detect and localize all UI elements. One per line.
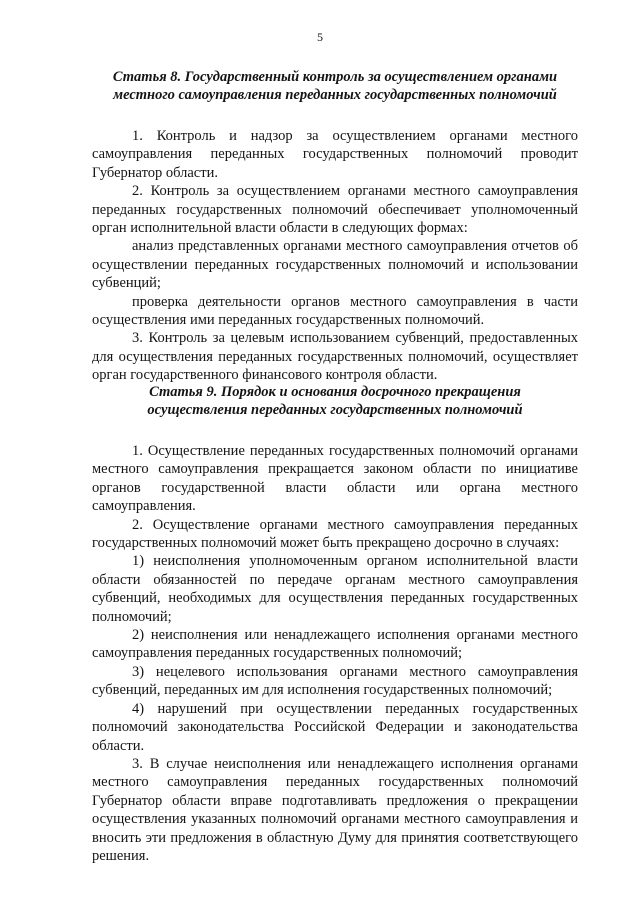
article-8-title-line-2: местного самоуправления переданных государственных полномочий — [113, 87, 557, 103]
article-9-paragraph-7: 3. В случае неисполнения или ненадлежащего исполнения органами местного самоуправления переданных государственных полномочий Губернатор области вправе подготавливать предложения о прекращении осуществления указанных полномочий органами местного самоуправления и вносить эти предложения в областную Думу для принятия соответствующего решения. — [92, 755, 578, 864]
article-8-title — [92, 68, 578, 104]
article-9-paragraph-1: 1. Осуществление переданных государственных полномочий органами местного самоуправления прекращается законом области по инициативе органов государственной власти области или органа местного самоуправления. — [92, 443, 578, 515]
article-9-paragraph-6: 4) нарушений при осуществлении переданных государственных полномочий законодательства Российской Федерации и законодательства области. — [92, 700, 578, 754]
article-9-title-line-2: осуществления переданных государственных полномочий — [147, 402, 523, 418]
article-8-body — [92, 127, 578, 385]
article-9-paragraph-5: 3) нецелевого использования органами местного самоуправления субвенций, переданных им для исполнения государственных полномочий; — [92, 663, 578, 699]
article-9 — [92, 383, 578, 865]
article-8-paragraph-3: анализ представленных органами местного самоуправления отчетов об осуществлении переданных государственных полномочий и использовании субвенций; — [92, 238, 578, 292]
article-9-body — [92, 442, 578, 865]
article-9-title-line-1: Статья 9. Порядок и основания досрочного прекращения — [149, 384, 521, 400]
article-9-paragraph-2: 2. Осуществление органами местного самоуправления переданных государственных полномочий может быть прекращено досрочно в случаях: — [92, 516, 578, 552]
article-9-paragraph-4: 2) неисполнения или ненадлежащего исполнения органами местного самоуправления переданных государственных полномочий; — [92, 627, 578, 662]
article-8 — [92, 68, 578, 385]
article-8-title-line-1: Статья 8. Государственный контроль за осуществлением органами — [112, 69, 558, 85]
article-8-paragraph-2: 2. Контроль за осуществлением органами местного самоуправления переданных государственных полномочий обеспечивает уполномоченный орган исполнительной власти области в следующих формах: — [92, 183, 578, 237]
article-8-paragraph-1: 1. Контроль и надзор за осуществлением органами местного самоуправления переданных государственных полномочий проводит Губернатор области. — [92, 128, 578, 181]
article-9-title — [92, 383, 578, 419]
page-number: 5 — [317, 30, 323, 44]
article-8-paragraph-4: проверка деятельности органов местного самоуправления в части осуществления ими переданных государственных полномочий. — [92, 293, 578, 329]
article-8-paragraph-5: 3. Контроль за целевым использованием субвенций, предоставленных для осуществления переданных государственных полномочий, осуществляет орган государственного финансового контроля области. — [92, 330, 578, 384]
article-9-paragraph-3: 1) неисполнения уполномоченным органом исполнительной власти области обязанностей по передаче органам местного самоуправления субвенций, необходимых для осуществления переданных государственных полномочий; — [92, 553, 578, 625]
